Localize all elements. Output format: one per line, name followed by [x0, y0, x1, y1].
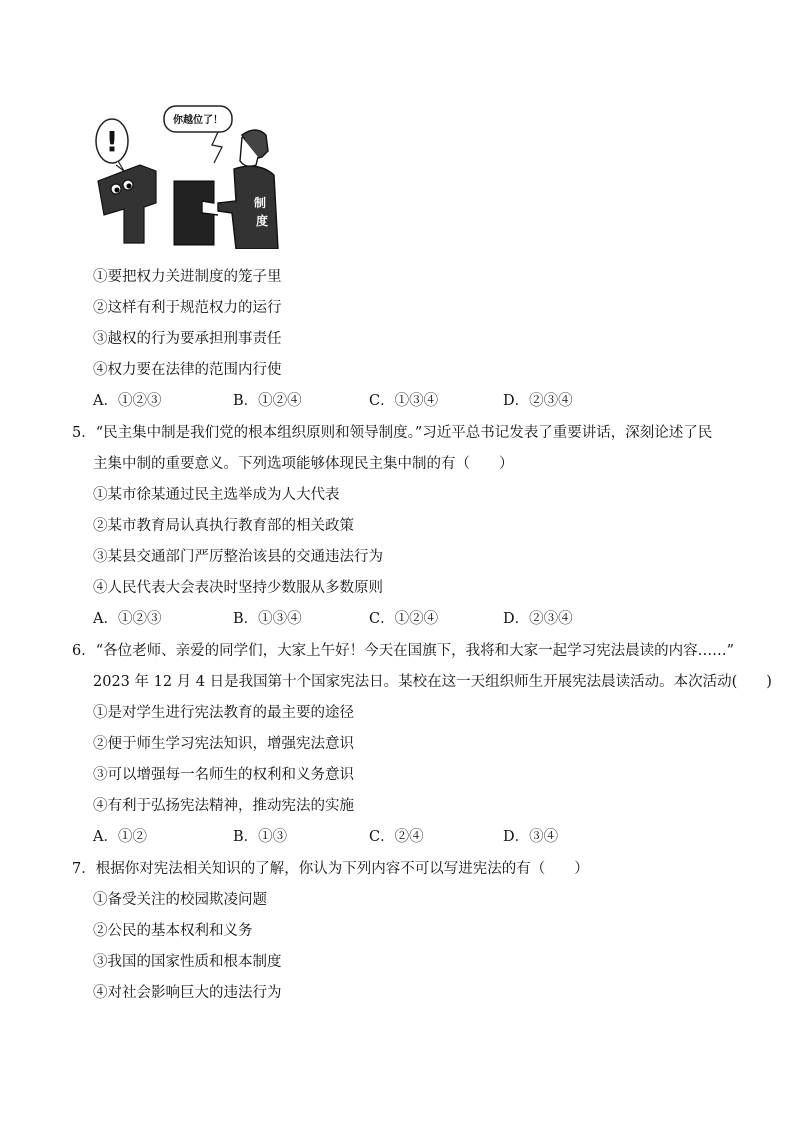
q5-option-b[interactable]: B．①③④	[233, 611, 302, 627]
q4-option-d[interactable]: D．②③④	[503, 393, 573, 409]
speech-bubble-text: 你越位了！	[173, 115, 223, 126]
q4-item-2: ②这样有利于规范权力的运行	[93, 300, 282, 316]
q4-item-1: ①要把权力关进制度的笼子里	[93, 269, 282, 285]
q4-item-3: ③越权的行为要承担刑事责任	[93, 331, 282, 347]
q6-item-4: ④有利于弘扬宪法精神，推动宪法的实施	[93, 798, 354, 814]
q5-option-c[interactable]: C．①②④	[369, 611, 439, 627]
q4-option-a[interactable]: A．①②③	[93, 393, 162, 409]
q6-stem-line-2: 2023 年 12 月 4 日是我国第十个国家宪法日。某校在这一天组织师生开展宪法晨读活动。本次活动( )	[93, 674, 772, 690]
q7-item-1: ①备受关注的校园欺凌问题	[93, 892, 267, 908]
q6-item-3: ③可以增强每一名师生的权利和义务意识	[93, 767, 354, 783]
q6-options	[93, 827, 559, 847]
q5-item-2: ②某市教育局认真执行教育部的相关政策	[93, 518, 354, 534]
q6-option-d[interactable]: D．③④	[503, 829, 559, 845]
q6-item-2: ②便于师生学习宪法知识，增强宪法意识	[93, 736, 354, 752]
q5-option-d[interactable]: D．②③④	[503, 611, 573, 627]
q6-stem-line-1: 6．“各位老师、亲爱的同学们，大家上午好！今天在国旗下，我将和大家一起学习宪法晨读的内容……”	[72, 643, 735, 659]
q6-option-a[interactable]: A．①②	[93, 829, 147, 845]
cartoon-illustration	[90, 103, 282, 249]
q7-item-3: ③我国的国家性质和根本制度	[93, 954, 282, 970]
sleeve-text-1: 制	[253, 196, 267, 210]
q6-item-1: ①是对学生进行宪法教育的最主要的途径	[93, 705, 354, 721]
q5-stem-line-1: 5．“民主集中制是我们党的根本组织原则和领导制度。”习近平总书记发表了重要讲话，深刻论述了民	[72, 425, 713, 441]
hammer-figure	[98, 165, 156, 243]
q4-option-c[interactable]: C．①③④	[369, 393, 439, 409]
sleeve-text-2: 度	[255, 214, 269, 228]
q7-item-2: ②公民的基本权利和义务	[93, 923, 253, 939]
q5-item-1: ①某市徐某通过民主选举成为人大代表	[93, 487, 340, 503]
q6-option-c[interactable]: C．②④	[369, 829, 424, 845]
q5-options	[93, 609, 573, 629]
q6-option-b[interactable]: B．①③	[233, 829, 288, 845]
q5-stem-line-2: 主集中制的重要意义。下列选项能够体现民主集中制的有（ ）	[93, 456, 514, 472]
q5-item-4: ④人民代表大会表决时坚持少数服从多数原则	[93, 580, 383, 596]
q4-item-4: ④权力要在法律的范围内行使	[93, 362, 282, 378]
exclamation-text: !	[105, 125, 119, 158]
q5-item-3: ③某县交通部门严厉整治该县的交通违法行为	[93, 549, 383, 565]
q4-options	[93, 391, 573, 411]
q5-option-a[interactable]: A．①②③	[93, 611, 162, 627]
q7-item-4: ④对社会影响巨大的违法行为	[93, 985, 282, 1001]
q4-option-b[interactable]: B．①②④	[233, 393, 302, 409]
q7-stem-line-1: 7．根据你对宪法相关知识的了解，你认为下列内容不可以写进宪法的有（ ）	[72, 861, 589, 877]
